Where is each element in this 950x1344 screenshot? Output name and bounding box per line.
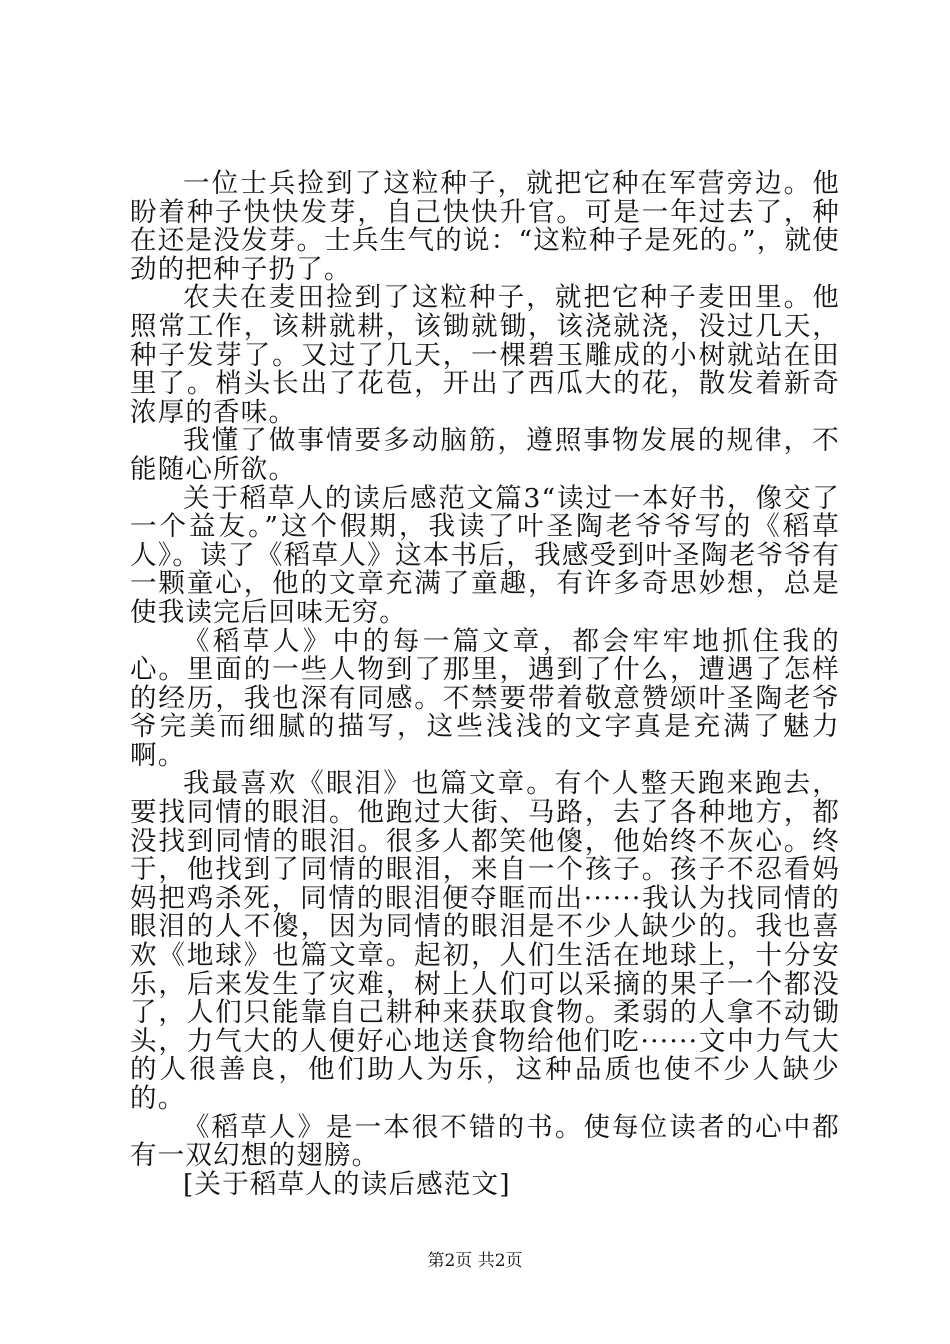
paragraph-lesson: 我懂了做事情要多动脑筋，遵照事物发展的规律，不能随心所欲。 xyxy=(130,425,840,485)
page-number-footer: 第2页 共2页 xyxy=(427,1251,523,1271)
paragraph-soldier: 一位士兵捡到了这粒种子，就把它种在军营旁边。他盼着种子快快发芽，自己快快升官。可是一年过去了，种在还是没发芽。士兵生气的说：“这粒种子是死的。”，就使劲的把种子扔了。 xyxy=(130,168,840,285)
document-body xyxy=(130,170,840,1199)
paragraph-title-tag: [关于稻草人的读后感范文] xyxy=(183,1168,511,1200)
paragraph-essay-impression: 《稻草人》中的每一篇文章，都会牢牢地抓住我的心。里面的一些人物到了那里，遇到了什么，遭遇了怎样的经历，我也深有同感。不禁要带着敬意赞颂叶圣陶老爷爷完美而细腻的描写，这些浅浅的文字真是充满了魅力啊。 xyxy=(130,625,840,771)
paragraph-farmer: 农夫在麦田捡到了这粒种子，就把它种子麦田里。他照常工作，该耕就耕，该锄就锄，该浇就浇，没过几天，种子发芽了。又过了几天，一棵碧玉雕成的小树就站在田里了。梢头长出了花苞，开出了西瓜大的花，散发着新奇浓厚的香味。 xyxy=(130,282,840,428)
paragraph-favorite-stories: 我最喜欢《眼泪》也篇文章。有个人整天跑来跑去，要找同情的眼泪。他跑过大街、马路，去了各种地方，都没找到同情的眼泪。很多人都笑他傻，他始终不灰心。终于，他找到了同情的眼泪，来自一个孩子。孩子不忍看妈妈把鸡杀死，同情的眼泪便夺眶而出······我认为找同情的眼泪的人不傻，因为同情的眼泪是不少人缺少的。我也喜欢《地球》也篇文章。起初，人们生活在地球上，十分安乐，后来发生了灾难，树上人们可以采摘的果子一个都没了，人们只能靠自己耕种来获取食物。柔弱的人拿不动锄头，力气大的人便好心地送食物给他们吃······文中力气大的人很善良，他们助人为乐，这种品质也使不少人缺少的。 xyxy=(130,768,840,1114)
paragraph-essay-intro: 关于稻草人的读后感范文篇3“读过一本好书，像交了一个益友。”这个假期，我读了叶圣陶老爷爷写的《稻草人》。读了《稻草人》这本书后，我感受到叶圣陶老爷爷有一颗童心，他的文章充满了童趣，有许多奇思妙想，总是使我读完后回味无穷。 xyxy=(130,482,840,628)
paragraph-conclusion: 《稻草人》是一本很不错的书。使每位读者的心中都有一双幻想的翅膀。 xyxy=(130,1111,840,1172)
